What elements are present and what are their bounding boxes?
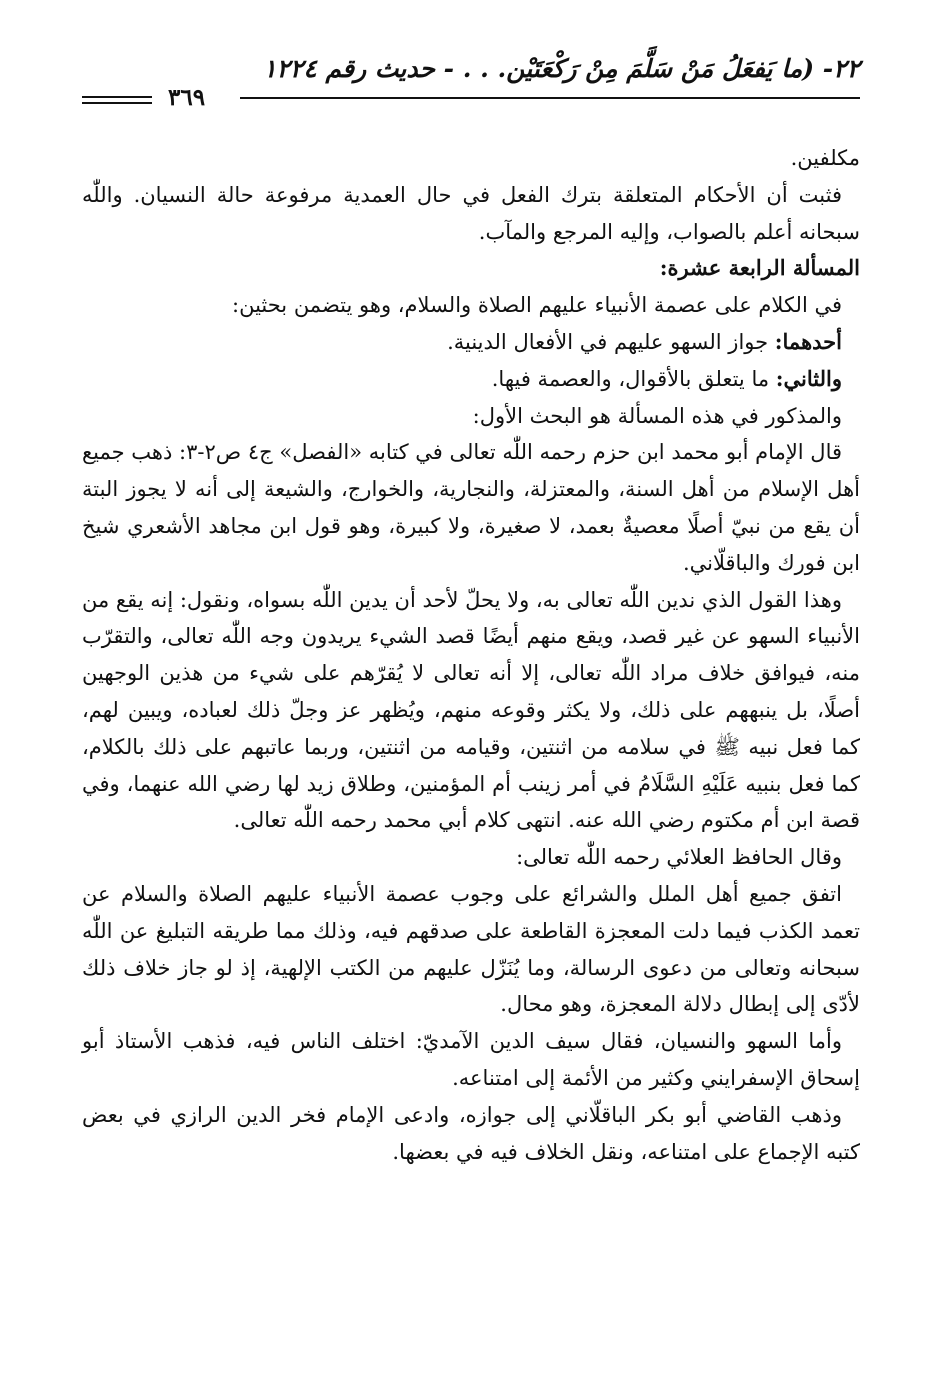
paragraph: وذهب القاضي أبو بكر الباقلّاني إلى جوازه، وادعى الإمام فخر الدين الرازي في بعض كتبه الإجماع على امتناعه، ونقل الخلاف فيه في بعضها. bbox=[82, 1102, 860, 1164]
paragraph: وهذا القول الذي ندين اللّٰه تعالى به، ولا يحلّ لأحد أن يدين اللّٰه بسواه، ونقول: إنه يقع من الأنبياء السهو عن غير قصد، ويقع منهم أيضًا قصد الشيء يريدون وجه اللّٰه تعالى، والتقرّب منه، فيوافق خلاف مراد اللّٰه تعالى، إلا أنه تعالى لا يُقرّهم على شيء من هذين الوجهين أصلًا، بل ينبههم على ذلك، ولا يكثر وقوعه منهم، ويُظهر عز وجلّ ذلك لعباده، ويبين لهم، كما فعل نبيه ﷺ في سلامه من اثنتين، وقيامه من اثنتين، وربما عاتبهم على ذلك بالكلام، كما فعل بنبيه عَلَيْهِ السَّلَامُ في أمر زينب أم المؤمنين، وطلاق زيد لها رضي الله عنهما، وفي قصة ابن أم مكتوم رضي الله عنه. انتهى كلام أبي محمد رحمه اللّٰه تعالى. bbox=[82, 587, 860, 833]
header-rule bbox=[240, 97, 860, 99]
list-item-label: أحدهما: bbox=[774, 328, 842, 354]
list-item-text: ما يتعلق بالأقوال، والعصمة فيها. bbox=[491, 366, 776, 391]
paragraph: اتفق جميع أهل الملل والشرائع على وجوب عصمة الأنبياء عليهم الصلاة والسلام عن تعمد الكذب فيما دلت المعجزة القاطعة على صدقهم فيه، وذلك مما طريقه التبليغ عن اللّٰه سبحانه وتعالى من دعوى الرسالة، وما يُنَزّل عليهم من الكتب الإلهية، إذ لو جاز خلاف ذلك لأدّى إلى إبطال دلالة المعجزة، وهو محال. bbox=[82, 881, 860, 1017]
header-double-rule-bottom bbox=[82, 102, 152, 104]
list-item-text: جواز السهو عليهم في الأفعال الدينية. bbox=[447, 329, 775, 354]
paragraph: قال الإمام أبو محمد ابن حزم رحمه اللّٰه تعالى في كتابه «الفصل» ج٤ ص٢-٣: ذهب جميع أهل الإسلام من أهل السنة، والمعتزلة، والنجارية، والخوارج، والشيعة إلى أنه لا يجوز البتة أن يقع من نبيّ أصلًا معصيةٌ بعمد، لا صغيرة، ولا كبيرة، وهو قول ابن مجاهد الأشعري شيخ ابن فورك والباقلّاني. bbox=[82, 440, 860, 575]
list-item-first bbox=[82, 324, 860, 361]
paragraph: فثبت أن الأحكام المتعلقة بترك الفعل في حال العمدية مرفوعة حالة النسيان. واللّٰه سبحانه أعلم بالصواب، وإليه المرجع والمآب. bbox=[82, 182, 860, 244]
list-item-label: والثاني: bbox=[775, 365, 842, 391]
page-number: ٣٦٩ bbox=[168, 84, 206, 111]
list-item-second bbox=[82, 361, 860, 398]
paragraph: في الكلام على عصمة الأنبياء عليهم الصلاة والسلام، وهو يتضمن بحثين: bbox=[232, 293, 842, 318]
paragraph: وقال الحافظ العلائي رحمه اللّٰه تعالى: bbox=[516, 845, 842, 870]
paragraph: مكلفين. bbox=[790, 146, 860, 170]
page-header bbox=[82, 50, 860, 110]
running-head: ٢٢- (ما يَفعَلُ مَنْ سَلَّمَ مِنْ رَكْعَتَيْن. . . - حديث رقم ١٢٢٤ bbox=[263, 54, 860, 83]
paragraph: وأما السهو والنسيان، فقال سيف الدين الآمديّ: اختلف الناس فيه، فذهب الأستاذ أبو إسحاق الإسفرايني وكثير من الأئمة إلى امتناعه. bbox=[82, 1029, 860, 1090]
header-double-rule-top bbox=[82, 96, 152, 98]
page-body bbox=[82, 140, 860, 1170]
paragraph: والمذكور في هذه المسألة هو البحث الأول: bbox=[472, 403, 842, 428]
section-heading: المسألة الرابعة عشرة: bbox=[659, 255, 860, 281]
